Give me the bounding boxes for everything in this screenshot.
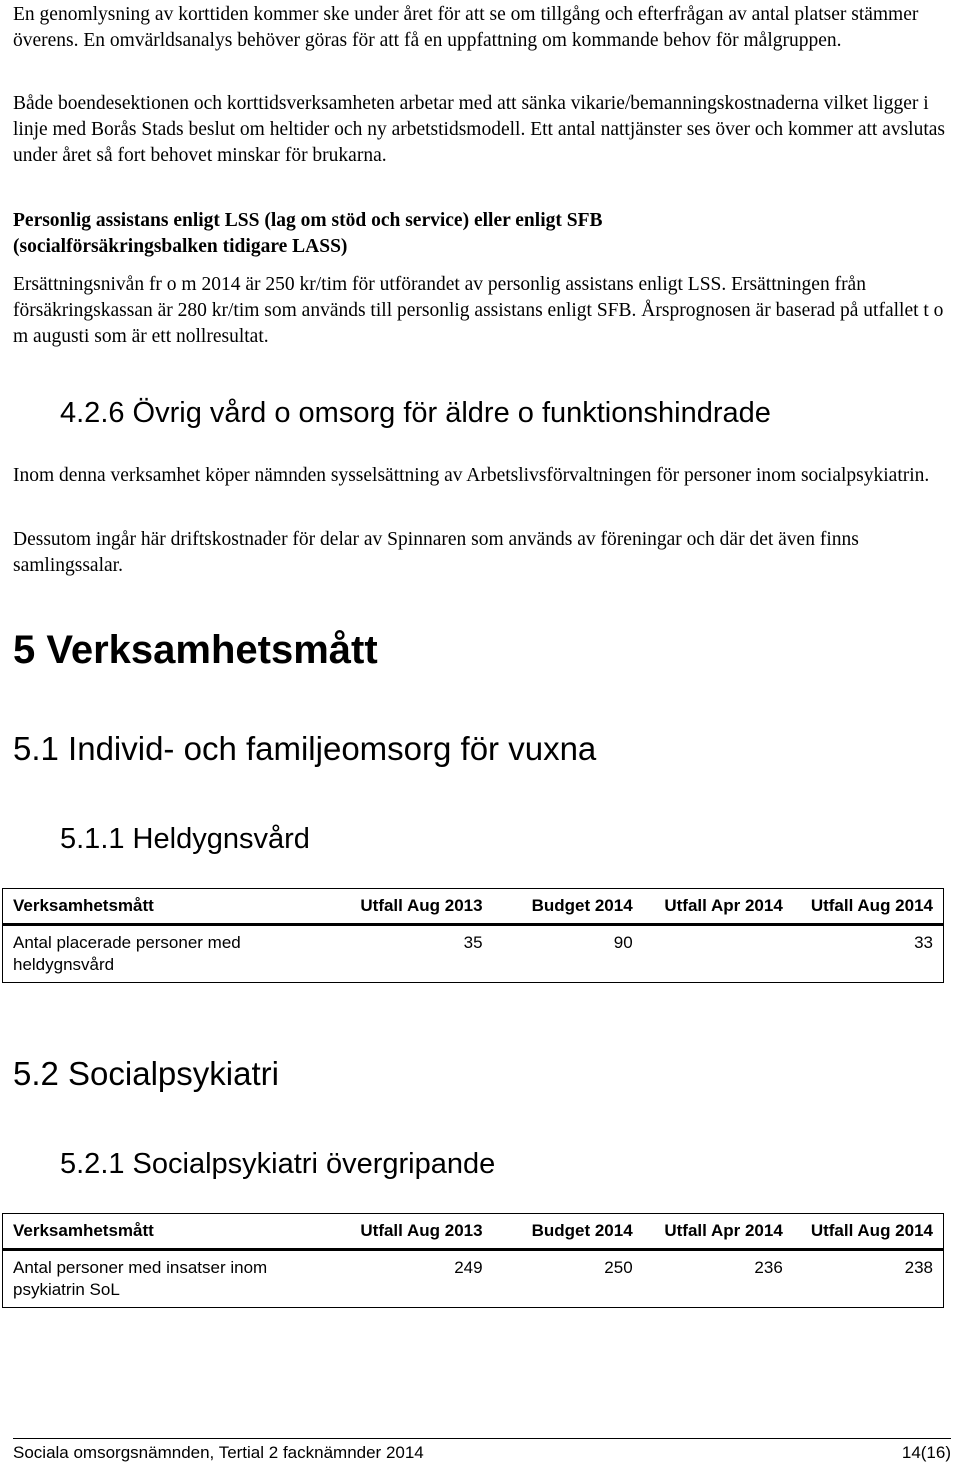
cell-utfall-apr-2014: 236: [754, 1258, 783, 1277]
cell-utfall-aug-2014: 33: [914, 933, 933, 952]
heading-5: 5 Verksamhetsmått: [13, 628, 378, 672]
paragraph-sysselsattning: Inom denna verksamhet köper nämnden sysselsättning av Arbetslivsförvaltningen för personer inom socialpsykiatrin.: [13, 465, 930, 486]
table-row: [3, 1250, 944, 1308]
table-socialpsykiatri: [2, 1213, 944, 1308]
heading-5-1: 5.1 Individ- och familjeomsorg för vuxna: [13, 730, 597, 767]
cell-utfall-aug-2014: 238: [904, 1258, 933, 1277]
footer-title: Sociala omsorgsnämnden, Tertial 2 facknämnder 2014: [13, 1443, 424, 1462]
table-header-row: [3, 889, 944, 925]
row-label: Antal personer med insatser inom psykiatrin SoL: [13, 1258, 268, 1299]
table-heldygnsvard: [2, 888, 944, 983]
col-utfall-apr-2014: Utfall Apr 2014: [643, 889, 793, 925]
cell-utfall-aug-2013: 249: [454, 1258, 483, 1277]
col-utfall-aug-2013: Utfall Aug 2013: [335, 889, 493, 925]
page-footer: [13, 1438, 951, 1462]
cell-budget-2014: 250: [604, 1258, 633, 1277]
heading-5-2: 5.2 Socialpsykiatri: [13, 1055, 279, 1092]
col-utfall-apr-2014: Utfall Apr 2014: [643, 1214, 793, 1250]
col-budget-2014: Budget 2014: [493, 889, 643, 925]
col-verksamhetsmatt: Verksamhetsmått: [3, 1214, 335, 1250]
paragraph-boendesektionen: Både boendesektionen och korttidsverksamheten arbetar med att sänka vikarie/bemanningskostnaderna vilket ligger i linje med Borås Stads beslut om heltider och ny arbetstidsmodell. Ett antal nattjänster ses över och kommer att avslutas under året så fort behovet minskar för brukarna.: [13, 93, 946, 166]
paragraph-ersattning: Ersättningsnivån fr o m 2014 är 250 kr/tim för utförandet av personlig assistans enligt LSS. Ersättningen från försäkringskassan är 280 kr/tim som används till personlig assistans enligt SFB. Årsprognosen är baserad på utfallet t o m augusti som är ett nollresultat.: [13, 274, 944, 347]
col-utfall-aug-2014: Utfall Aug 2014: [793, 889, 944, 925]
heading-4-2-6: 4.2.6 Övrig vård o omsorg för äldre o funktionshindrade: [60, 397, 771, 429]
lss-heading: Personlig assistans enligt LSS (lag om stöd och service) eller enligt SFB (socialförsäkringsbalken tidigare LASS): [13, 210, 603, 257]
table-row: [3, 925, 944, 983]
col-utfall-aug-2014: Utfall Aug 2014: [793, 1214, 944, 1250]
cell-utfall-aug-2013: 35: [463, 933, 483, 952]
heading-5-1-1: 5.1.1 Heldygnsvård: [60, 823, 310, 855]
row-label: Antal placerade personer med heldygnsvård: [13, 933, 241, 974]
paragraph-korttid: En genomlysning av korttiden kommer ske under året för att se om tillgång och efterfrågan av antal platser stämmer överens. En omvärldsanalys behöver göras för att få en uppfattning om kommande behov för målgruppen.: [13, 4, 919, 51]
heading-5-2-1: 5.2.1 Socialpsykiatri övergripande: [60, 1148, 496, 1180]
col-budget-2014: Budget 2014: [493, 1214, 643, 1250]
cell-budget-2014: 90: [613, 933, 633, 952]
paragraph-spinnaren: Dessutom ingår här driftskostnader för delar av Spinnaren som används av föreningar och där det även finns samlingssalar.: [13, 529, 859, 576]
col-utfall-aug-2013: Utfall Aug 2013: [335, 1214, 493, 1250]
page-number: 14(16): [901, 1443, 951, 1462]
cell-utfall-apr-2014: [643, 925, 793, 983]
table-header-row: [3, 1214, 944, 1250]
col-verksamhetsmatt: Verksamhetsmått: [3, 889, 335, 925]
